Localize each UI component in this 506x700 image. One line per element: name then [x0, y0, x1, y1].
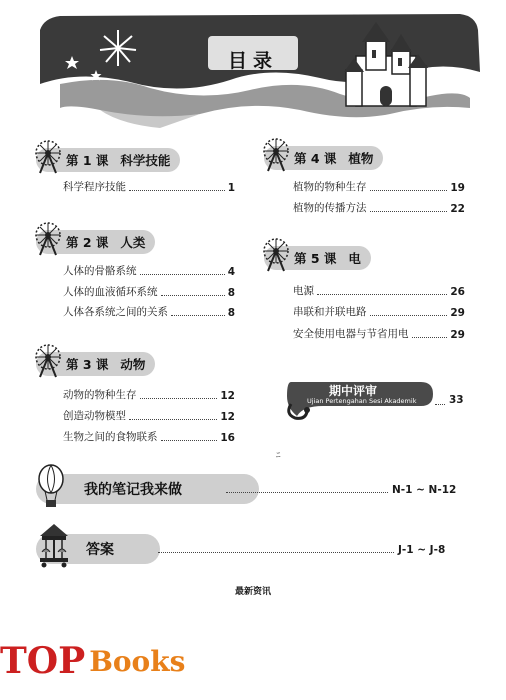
chapter-number: 第 4 课 — [294, 151, 337, 166]
toc-entry[interactable] — [63, 388, 235, 402]
entry-page: 29 — [450, 307, 465, 319]
chapter-name: 动物 — [120, 357, 146, 372]
entry-label: 植物的传播方法 — [293, 202, 367, 214]
logo-books: Books — [89, 644, 186, 678]
toc-entry[interactable] — [63, 285, 235, 299]
page-title: 目录 — [227, 50, 278, 72]
chapter-3-heading[interactable] — [36, 351, 155, 377]
leader-dots — [161, 294, 225, 296]
chapter-number: 第 1 课 — [66, 153, 109, 168]
ferris-wheel-icon — [260, 235, 294, 273]
toc-entry[interactable] — [63, 305, 235, 319]
entry-label: 电源 — [293, 285, 314, 297]
leader-dots — [370, 210, 448, 212]
answers-page: J-1 ~ J-8 — [398, 544, 446, 556]
chapter-number: 第 2 课 — [66, 235, 109, 250]
notes-row[interactable] — [36, 472, 456, 506]
toc-entry[interactable] — [63, 264, 235, 278]
notes-pill — [36, 474, 259, 504]
toc-entry[interactable] — [63, 409, 235, 423]
entry-page: 8 — [227, 287, 235, 299]
chapter-name: 科学技能 — [120, 153, 171, 168]
entry-label: 串联和并联电路 — [293, 306, 367, 318]
answers-label: 答案 — [86, 542, 114, 558]
entry-page: 12 — [220, 390, 235, 402]
midterm-subtitle: Ujian Pertengahan Sesi Akademik — [307, 397, 417, 405]
entry-page: 16 — [220, 432, 235, 444]
leader-dots — [370, 314, 448, 316]
chapter-name: 电 — [348, 251, 361, 266]
midterm-title: 期中评审 — [329, 384, 378, 398]
chapter-2-heading[interactable] — [36, 229, 155, 255]
entry-label: 生物之间的食物联系 — [63, 431, 158, 443]
toc-entry[interactable] — [293, 201, 465, 215]
toc-entry[interactable] — [293, 180, 465, 194]
ferris-wheel-icon — [32, 219, 66, 257]
chapter-4-heading[interactable] — [264, 145, 383, 171]
entry-page: 1 — [227, 182, 235, 194]
entry-page: 12 — [220, 411, 235, 423]
toc-entry[interactable] — [63, 430, 235, 444]
ferris-wheel-icon — [260, 135, 294, 173]
leader-dots — [317, 293, 447, 295]
entry-label: 创造动物模型 — [63, 410, 126, 422]
answers-row[interactable] — [36, 532, 456, 566]
entry-label: 人体的骨骼系统 — [63, 265, 137, 277]
entry-page: 4 — [227, 266, 235, 278]
entry-page: 8 — [227, 307, 235, 319]
toc-entry[interactable] — [293, 305, 465, 319]
toc-entry[interactable] — [293, 284, 465, 298]
notes-label: 我的笔记我来做 — [84, 482, 182, 498]
leader-dots — [226, 491, 388, 493]
scribble-mark: ﾆ — [276, 451, 281, 461]
chapter-5-heading[interactable] — [264, 245, 371, 271]
footer-text: 最新资讯 — [234, 587, 271, 597]
chapter-name: 植物 — [348, 151, 374, 166]
leader-dots — [140, 397, 218, 399]
ferris-wheel-icon — [32, 341, 66, 379]
toc-entry[interactable] — [63, 180, 235, 194]
entry-label: 动物的物种生存 — [63, 389, 137, 401]
leader-dots — [140, 273, 225, 275]
leader-dots — [158, 551, 394, 553]
entry-label: 安全使用电器与节省用电 — [293, 328, 409, 340]
leader-dots — [161, 439, 218, 441]
chapter-number: 第 3 课 — [66, 357, 109, 372]
entry-page: 29 — [450, 329, 465, 341]
leader-dots — [129, 189, 225, 191]
leader-dots — [171, 314, 225, 316]
entry-label: 科学程序技能 — [63, 181, 126, 193]
leader-dots — [129, 418, 217, 420]
topbooks-logo — [0, 628, 185, 694]
entry-page: 19 — [450, 182, 465, 194]
carousel-icon — [36, 522, 72, 568]
toc-entry[interactable] — [293, 327, 465, 341]
hot-air-balloon-icon — [36, 464, 66, 510]
entry-page: 26 — [450, 286, 465, 298]
logo-top: TOP — [0, 640, 86, 682]
leader-dots — [412, 336, 448, 338]
entry-label: 人体的血液循环系统 — [63, 286, 158, 298]
notes-page: N-1 ~ N-12 — [392, 484, 457, 496]
chapter-name: 人类 — [120, 235, 146, 250]
chapter-number: 第 5 课 — [294, 251, 337, 266]
leader-dots — [370, 189, 448, 191]
midterm-page: 33 — [449, 394, 464, 406]
entry-label: 植物的物种生存 — [293, 181, 367, 193]
midterm-heading[interactable] — [283, 378, 468, 420]
entry-page: 22 — [450, 203, 465, 215]
ferris-wheel-icon — [32, 137, 66, 175]
chapter-1-heading[interactable] — [36, 147, 180, 173]
entry-label: 人体各系统之间的关系 — [63, 306, 168, 318]
leader-dots — [435, 396, 445, 405]
